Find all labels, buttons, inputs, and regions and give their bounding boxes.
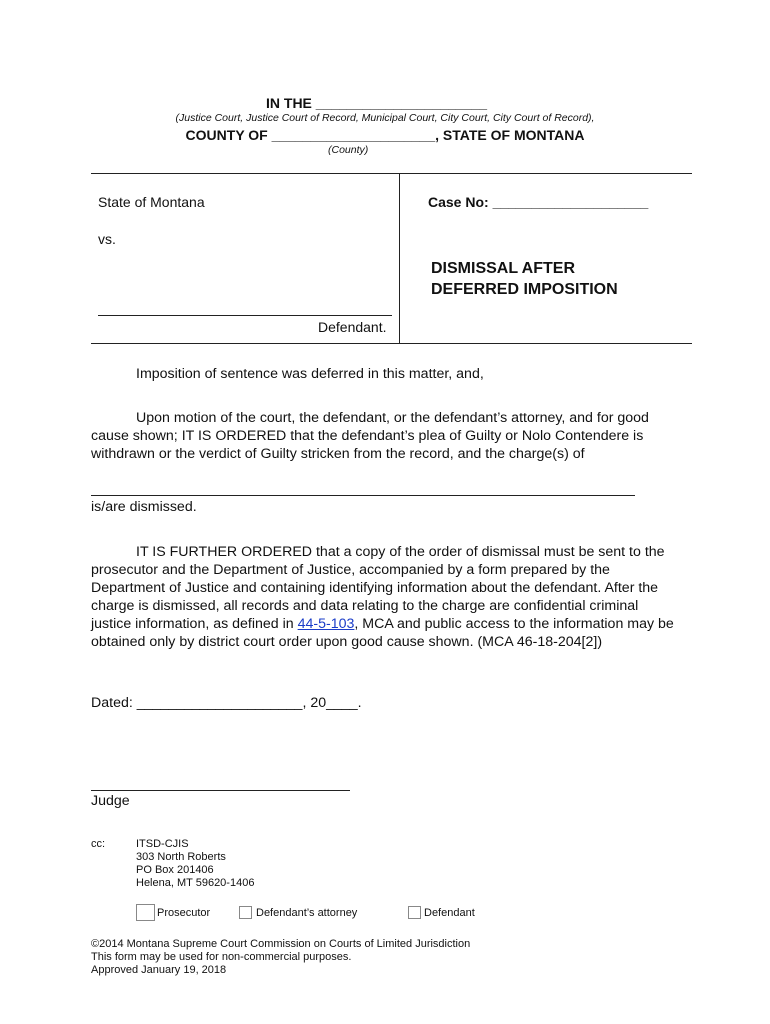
further-ordered-text: IT IS FURTHER ORDERED that a copy of the order of dismissal must be sent to the prosecutor and the Department of Justice, accompanied by a form prepared by the Department of Justice and containing identifying information about the defendant. After the charge is dismissed, all records and data relating to the charge are confidential criminal justice information, as defined in <box>91 544 665 632</box>
further-ordered-paragraph <box>91 543 681 651</box>
copyright-line: ©2014 Montana Supreme Court Commission on Courts of Limited Jurisdiction <box>91 938 471 950</box>
charges-line <box>91 495 635 496</box>
caption-top-rule <box>91 173 692 174</box>
defendant-name-line <box>98 315 392 316</box>
versus-text: vs. <box>98 231 116 247</box>
judge-signature-line <box>91 790 350 791</box>
cc-address-line-4: Helena, MT 59620-1406 <box>136 877 255 889</box>
defendant-checkbox[interactable] <box>408 906 421 919</box>
county-hint: (County) <box>328 144 369 156</box>
cc-address-line-1: ITSD-CJIS <box>136 838 189 850</box>
dismissed-text: is/are dismissed. <box>91 499 197 515</box>
approval-date: Approved January 19, 2018 <box>91 964 227 976</box>
usage-note: This form may be used for non-commercial purposes. <box>91 951 352 963</box>
cc-label: cc: <box>91 838 106 850</box>
order-paragraph: Upon motion of the court, the defendant, or the defendant’s attorney, and for good cause shown; IT IS ORDERED that the defendant’s plea of Guilty or Nolo Contendere is withdrawn or the verdict of Guilty stricken from the record, and the charge(s) of <box>91 410 649 462</box>
court-types-hint: (Justice Court, Justice Court of Record, Municipal Court, City Court, City Court of Record), <box>175 112 595 124</box>
judge-label: Judge <box>91 793 130 809</box>
case-number-field: Case No: ____________________ <box>428 194 649 210</box>
defendant-checkbox-label: Defendant <box>424 907 475 919</box>
caption-divider <box>399 173 400 344</box>
statute-link[interactable]: 44-5-103 <box>297 616 355 632</box>
plaintiff-name: State of Montana <box>98 194 205 210</box>
cc-address-line-3: PO Box 201406 <box>136 864 214 876</box>
defendant-label: Defendant. <box>318 319 387 335</box>
prosecutor-checkbox[interactable] <box>136 904 155 921</box>
document-title-line1: DISMISSAL AFTER <box>431 260 576 277</box>
caption-bottom-rule <box>91 343 692 344</box>
prosecutor-checkbox-label: Prosecutor <box>157 907 211 919</box>
defendant-attorney-checkbox[interactable] <box>239 906 252 919</box>
county-state-line: COUNTY OF _____________________, STATE OF MONTANA <box>185 127 585 143</box>
court-name-line: IN THE ______________________ <box>266 95 488 111</box>
further-ordered-text-end: , MCA and public access to the information may be obtained only by district court order upon good cause shown. (MCA 46-18-204[2]) <box>91 616 674 650</box>
defendant-attorney-checkbox-label: Defendant’s attorney <box>256 907 358 919</box>
cc-address-line-2: 303 North Roberts <box>136 851 226 863</box>
deferred-paragraph: Imposition of sentence was deferred in this matter, and, <box>136 366 484 382</box>
document-title-line2: DEFERRED IMPOSITION <box>431 281 618 298</box>
dated-line: Dated: _____________________, 20____. <box>91 695 362 711</box>
